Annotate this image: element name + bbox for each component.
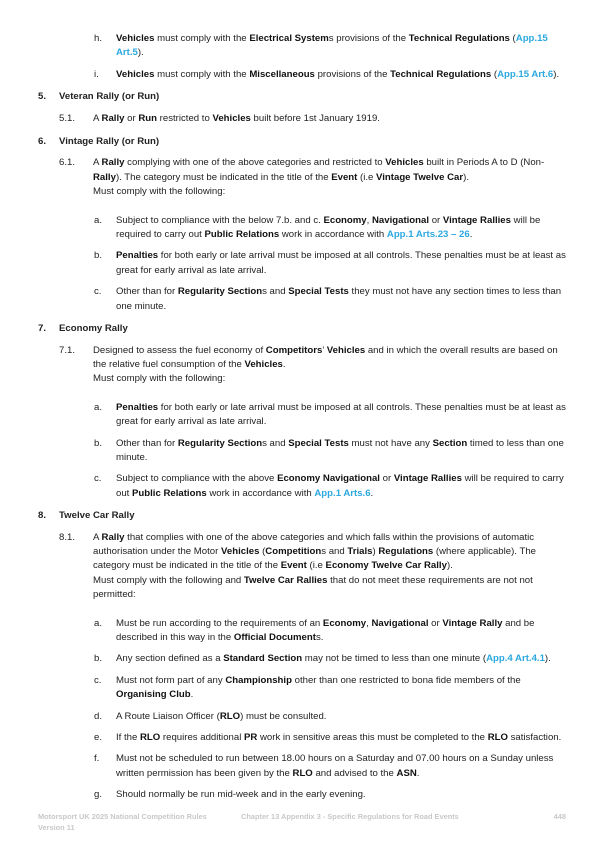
- text-run: and in which the overall results are based on the relative fuel consumption of the: [93, 344, 558, 370]
- list-item: [38, 674, 566, 703]
- text-run: satisfaction.: [507, 732, 562, 744]
- section-number: 7.: [38, 323, 47, 335]
- bold-term: Trials: [347, 545, 373, 557]
- list-item: [38, 731, 566, 745]
- text-run: s.: [315, 632, 324, 643]
- text-run: .: [370, 487, 374, 499]
- list-item-label: b.: [94, 437, 103, 449]
- list-item: [38, 401, 566, 430]
- list-item: [38, 32, 566, 61]
- bold-term: Section: [432, 437, 468, 449]
- subsection-paragraph: [38, 344, 566, 387]
- text-run: A: [93, 531, 102, 543]
- text-run: ).: [544, 653, 551, 665]
- bold-term: Vehicles: [221, 545, 260, 557]
- text-run: and advised to the: [312, 767, 397, 779]
- cross-reference-link[interactable]: App.1 Arts.23 – 26: [386, 229, 470, 241]
- list-item-text: [116, 215, 540, 240]
- bold-term: Competitors: [265, 344, 323, 356]
- text-run: Must not form part of any: [116, 674, 226, 686]
- list-item: [38, 214, 566, 243]
- list-item-text: [116, 69, 559, 80]
- bold-term: Vehicles: [212, 112, 251, 124]
- text-run: Designed to assess the fuel economy of: [93, 344, 266, 356]
- text-run: s and: [262, 286, 289, 298]
- list-item-label: a.: [94, 214, 103, 226]
- text-run: complying with one of the above categories and restricted to: [124, 157, 386, 169]
- bold-term: Event: [331, 171, 358, 183]
- text-run: Other than for: [116, 437, 178, 449]
- bold-term: Miscellaneous: [249, 68, 315, 80]
- text-run: A Route Liaison Officer (: [116, 710, 220, 722]
- text-run: work in sensitive areas this must be completed to the: [257, 732, 488, 744]
- subsection-text: [93, 157, 544, 182]
- text-run: or: [379, 473, 394, 485]
- list-item-text: [116, 753, 553, 778]
- cross-reference-link[interactable]: App.15 Art.6: [497, 68, 554, 80]
- footer-page-number: 448: [553, 812, 566, 821]
- bold-term: Regulations: [378, 545, 434, 557]
- text-run: or: [124, 112, 139, 124]
- section-title: Veteran Rally (or Run): [59, 91, 160, 103]
- text-run: Must not be scheduled to run between 18.00 hours on a Saturday and 07.00 hours on a Sunday unless written permission has been given by the: [116, 753, 554, 779]
- bold-term: Public Relations: [204, 229, 280, 241]
- list-item-text: [116, 675, 521, 700]
- bold-term: Vehicles: [116, 68, 155, 80]
- text-run: must not have any: [348, 437, 433, 449]
- bold-term: RLO: [219, 710, 241, 722]
- list-item-text: [116, 732, 561, 743]
- bold-term: RLO: [140, 732, 161, 744]
- list-item-text: [116, 438, 564, 463]
- text-run: (: [259, 545, 266, 557]
- list-item-label: d.: [94, 710, 103, 722]
- subsection-followup: Must comply with the following:: [93, 373, 226, 385]
- text-run: Must comply with the following and: [93, 574, 244, 586]
- list-item: [38, 652, 566, 666]
- list-item: [38, 788, 566, 802]
- bold-term: Electrical System: [249, 33, 329, 44]
- list-item-label: h.: [94, 33, 103, 44]
- subsection-number: 7.1.: [59, 344, 76, 356]
- list-item-label: b.: [94, 250, 103, 262]
- subsection-text: [93, 345, 558, 370]
- text-run: that complies with one of the above categories and which falls within the provisions of automatic authorisation under the Motor: [93, 531, 535, 557]
- bold-term: Penalties: [116, 401, 159, 413]
- subsection-paragraph: [38, 156, 566, 199]
- bold-term: Regularity Section: [177, 437, 263, 449]
- bold-term: Competition: [265, 545, 322, 557]
- list-item-text: [116, 789, 366, 800]
- text-run: Subject to compliance with the above: [116, 473, 278, 485]
- bold-term: Regularity Section: [177, 286, 263, 298]
- section-heading: [38, 509, 566, 523]
- section-heading: [38, 322, 566, 336]
- text-run: .: [416, 767, 420, 779]
- text-run: work in accordance with: [206, 487, 315, 499]
- section-title: Twelve Car Rally: [59, 510, 135, 522]
- subsection-followup: [93, 574, 566, 603]
- subsection-number: 5.1.: [59, 112, 76, 124]
- bold-term: Vintage Rallies: [393, 473, 462, 485]
- text-run: must comply with the: [154, 33, 250, 44]
- cross-reference-link[interactable]: App.4 Art.4.1: [486, 653, 545, 665]
- cross-reference-link[interactable]: App.15 Art.5: [116, 33, 548, 59]
- bold-term: Special Tests: [288, 437, 349, 449]
- list-item-label: c.: [94, 674, 102, 686]
- bold-term: Technical Regulations: [390, 68, 492, 80]
- section-title: Vintage Rally (or Run): [59, 136, 160, 148]
- bold-term: Special Tests: [288, 286, 349, 298]
- bold-term: Vehicles: [116, 33, 155, 44]
- text-run: ) must be consulted.: [240, 710, 327, 722]
- list-item-text: [116, 250, 566, 275]
- bold-term: Navigational: [371, 617, 429, 629]
- list-item-text: [116, 618, 534, 643]
- bold-term: Public Relations: [132, 487, 207, 499]
- bold-term: Rally: [101, 157, 125, 169]
- bold-term: Official Document: [233, 632, 316, 643]
- text-run: s and: [321, 545, 348, 557]
- list-item: [38, 249, 566, 278]
- text-run: .: [190, 689, 194, 701]
- text-run: will be required to carry out: [116, 473, 564, 499]
- subsection-number: 8.1.: [59, 531, 76, 543]
- list-item-text: [116, 653, 551, 664]
- bold-term: Economy: [323, 214, 367, 226]
- text-run: or: [428, 617, 443, 629]
- text-run: (i.e: [357, 171, 377, 183]
- text-run: Must be run according to the requirements of an: [116, 617, 323, 629]
- list-item: [38, 617, 566, 646]
- bold-term: Navigational: [371, 214, 430, 226]
- text-run: Other than for: [116, 286, 178, 298]
- text-run: requires additional: [160, 732, 244, 744]
- text-run: for both early or late arrival must be imposed at all controls. These penalties must be at least as great for early arrival as late arrival.: [116, 250, 566, 276]
- bold-term: Technical Regulations: [408, 33, 510, 44]
- text-run: or: [429, 214, 443, 226]
- bold-term: Rally: [101, 112, 125, 124]
- list-item: [38, 472, 566, 501]
- list-item-text: [116, 473, 564, 498]
- text-run: and be described in this way in the: [116, 617, 535, 643]
- text-run: s provisions of the: [328, 33, 409, 44]
- bold-term: Vintage Twelve Car: [376, 171, 464, 183]
- bold-term: Rally: [101, 531, 125, 543]
- bold-term: Vehicles: [385, 157, 424, 169]
- bold-term: Economy Navigational: [277, 473, 380, 485]
- bold-term: Run: [138, 112, 158, 124]
- subsection-paragraph: [38, 112, 566, 126]
- bold-term: Rally: [93, 171, 116, 183]
- text-run: (i.e: [306, 560, 326, 572]
- bold-term: Economy Twelve Car Rally: [325, 560, 447, 572]
- list-item: [38, 710, 566, 724]
- text-run: ).: [446, 560, 453, 572]
- text-run: ,: [366, 617, 372, 629]
- footer-publication: Motorsport UK 2025 National Competition Rules: [38, 812, 207, 821]
- bold-term: Organising Club: [116, 689, 191, 701]
- list-item-label: b.: [94, 653, 103, 665]
- text-run: (: [491, 68, 498, 80]
- list-item-label: a.: [94, 617, 103, 629]
- list-item: [38, 437, 566, 466]
- subsection-followup: Must comply with the following:: [93, 186, 226, 198]
- section-number: 8.: [38, 510, 47, 522]
- text-run: .: [282, 358, 286, 370]
- text-run: ).: [553, 68, 560, 80]
- page-content: [38, 32, 566, 810]
- list-item-text: [116, 286, 561, 311]
- list-item-text: [116, 711, 326, 722]
- bold-term: Economy: [322, 617, 367, 629]
- text-run: A: [93, 157, 102, 169]
- text-run: ): [372, 545, 379, 557]
- text-run: (: [509, 33, 516, 44]
- section-title: Economy Rally: [59, 323, 128, 335]
- text-run: If the: [116, 732, 140, 744]
- section-heading: [38, 135, 566, 149]
- text-run: ).: [463, 171, 469, 183]
- text-run: will be required to carry out: [116, 214, 541, 241]
- bold-term: ASN: [396, 767, 417, 779]
- list-item-label: i.: [94, 68, 99, 80]
- list-item-label: f.: [94, 753, 100, 765]
- section-heading: [38, 90, 566, 104]
- section-number: 5.: [38, 91, 47, 103]
- text-run: s and: [262, 437, 289, 449]
- subsection-text: [93, 532, 536, 572]
- list-item: [38, 752, 566, 781]
- text-run: .: [469, 229, 473, 241]
- text-run: restricted to: [157, 112, 213, 124]
- text-run: they must not have any section times to less than one minute.: [116, 286, 562, 312]
- bold-term: Event: [280, 560, 307, 572]
- text-run: for both early or late arrival must be imposed at all controls. These penalties must be at least as great for early arrival as late arrival.: [116, 401, 566, 428]
- subsection-text: [93, 113, 380, 124]
- bold-term: Twelve Car Rallies: [243, 574, 328, 586]
- list-item-label: a.: [94, 401, 103, 413]
- subsection-paragraph: [38, 531, 566, 603]
- list-item-text: [116, 402, 566, 427]
- text-run: may not be timed to less than one minute (: [302, 653, 487, 665]
- text-run: ’: [322, 344, 327, 356]
- text-run: ).: [137, 47, 144, 59]
- text-run: Any section defined as a: [116, 653, 224, 665]
- text-run: A: [93, 112, 102, 124]
- text-run: Subject to compliance with the below 7.b. and c.: [116, 214, 324, 226]
- subsection-number: 6.1.: [59, 157, 76, 169]
- bold-term: Standard Section: [223, 653, 303, 665]
- bold-term: PR: [244, 732, 258, 744]
- text-run: Should normally be run mid-week and in the early evening.: [116, 789, 366, 801]
- section-number: 6.: [38, 136, 47, 148]
- text-run: that do not meet these requirements are not not permitted:: [93, 574, 533, 601]
- text-run: (where applicable). The category must be indicated in the title of the: [93, 545, 536, 572]
- text-run: built before 1st January 1919.: [250, 112, 380, 124]
- list-item-label: e.: [94, 732, 103, 744]
- text-run: work in accordance with: [279, 229, 387, 241]
- list-item-label: g.: [94, 789, 103, 801]
- text-run: built in Periods A to D (Non-: [423, 157, 545, 169]
- cross-reference-link[interactable]: App.1 Arts.6: [314, 487, 371, 499]
- bold-term: RLO: [292, 767, 313, 779]
- text-run: must comply with the: [154, 68, 250, 80]
- list-item-text: [116, 33, 548, 58]
- list-item: [38, 285, 566, 314]
- bold-term: Vintage Rallies: [442, 214, 511, 226]
- text-run: ). The category must be indicated in the title of the: [115, 171, 332, 183]
- text-run: ,: [366, 214, 372, 226]
- bold-term: Vehicles: [326, 344, 366, 356]
- bold-term: Championship: [225, 674, 292, 686]
- bold-term: RLO: [487, 732, 508, 744]
- text-run: other than one restricted to bona fide members of the: [291, 674, 521, 686]
- list-item-label: c.: [94, 473, 102, 485]
- text-run: provisions of the: [314, 68, 391, 80]
- bold-term: Vehicles: [244, 358, 283, 370]
- list-item: [38, 68, 566, 82]
- list-item-label: c.: [94, 286, 102, 298]
- footer-chapter: Chapter 13 Appendix 3 - Specific Regulations for Road Events: [241, 812, 459, 821]
- footer-version: Version 11: [38, 823, 75, 832]
- bold-term: Penalties: [116, 250, 159, 262]
- text-run: timed to less than one minute.: [116, 437, 564, 463]
- bold-term: Vintage Rally: [442, 617, 503, 629]
